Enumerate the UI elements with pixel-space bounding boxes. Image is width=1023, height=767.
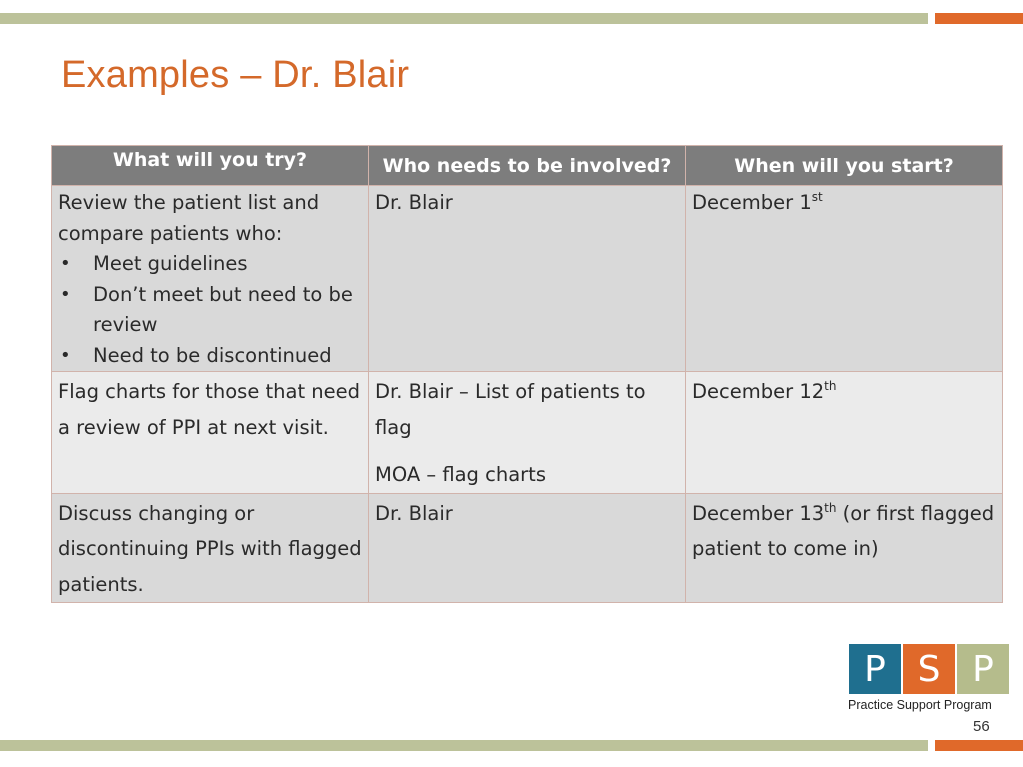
- ordinal-suffix: th: [824, 379, 837, 393]
- cell-who-needs-to-be-involved: [369, 372, 686, 494]
- cell-text: December 12th: [692, 379, 837, 403]
- cell-text: December 13th (or first flagged patient to come in): [692, 500, 995, 560]
- page-number: 56: [973, 718, 990, 735]
- table-row: [52, 493, 1003, 603]
- cell-text: Dr. Blair: [375, 501, 453, 525]
- ordinal-suffix: th: [824, 500, 837, 515]
- cell-text: December 1st: [692, 190, 823, 214]
- cell-what-will-you-try: [52, 372, 369, 494]
- header-what-will-you-try: What will you try?: [52, 146, 369, 186]
- logo-letter-p: P: [849, 644, 901, 694]
- bullet-icon: •: [60, 283, 71, 305]
- slide-title: Examples – Dr. Blair: [61, 54, 410, 96]
- cell-text: MOA – flag charts: [375, 463, 546, 486]
- list-item: • Don’t meet but need to be review: [58, 280, 362, 341]
- logo-letter-p-second: P: [957, 644, 1009, 694]
- cell-when-will-you-start: [686, 372, 1003, 494]
- ordinal-suffix: st: [811, 190, 823, 204]
- logo-letter-s: S: [903, 644, 955, 694]
- table-row: [52, 186, 1003, 372]
- bullet-icon: •: [60, 253, 71, 274]
- header-who-needs-to-be-involved: Who needs to be involved?: [369, 146, 686, 186]
- table-row: [52, 372, 1003, 494]
- psp-logo: [849, 644, 1009, 694]
- cell-when-will-you-start: [686, 493, 1003, 603]
- bullet-icon: •: [60, 344, 71, 366]
- top-accent-bar-orange: [935, 13, 1023, 24]
- plan-table: [51, 145, 1003, 603]
- top-accent-bar-green: [0, 13, 928, 24]
- cell-who-needs-to-be-involved: [369, 493, 686, 603]
- list-item: • Need to be discontinued: [58, 341, 362, 372]
- logo-caption: Practice Support Program: [848, 698, 992, 712]
- list-item: • Meet guidelines: [58, 249, 362, 280]
- cell-text: Review the patient list and compare patients who:: [58, 191, 320, 245]
- bottom-accent-bar-orange: [935, 740, 1023, 751]
- table-header-row: [52, 146, 1003, 186]
- cell-what-will-you-try: [52, 493, 369, 603]
- cell-what-will-you-try: [52, 186, 369, 372]
- cell-when-will-you-start: [686, 186, 1003, 372]
- bottom-accent-bar-green: [0, 740, 928, 751]
- cell-who-needs-to-be-involved: [369, 186, 686, 372]
- bullet-list: [58, 249, 362, 371]
- cell-text: Flag charts for those that need a review of PPI at next visit.: [58, 380, 361, 439]
- cell-text: Dr. Blair: [375, 191, 453, 214]
- cell-text: Discuss changing or discontinuing PPIs with flagged patients.: [58, 501, 362, 596]
- header-when-will-you-start: When will you start?: [686, 146, 1003, 186]
- cell-text: Dr. Blair – List of patients to flag: [375, 380, 646, 439]
